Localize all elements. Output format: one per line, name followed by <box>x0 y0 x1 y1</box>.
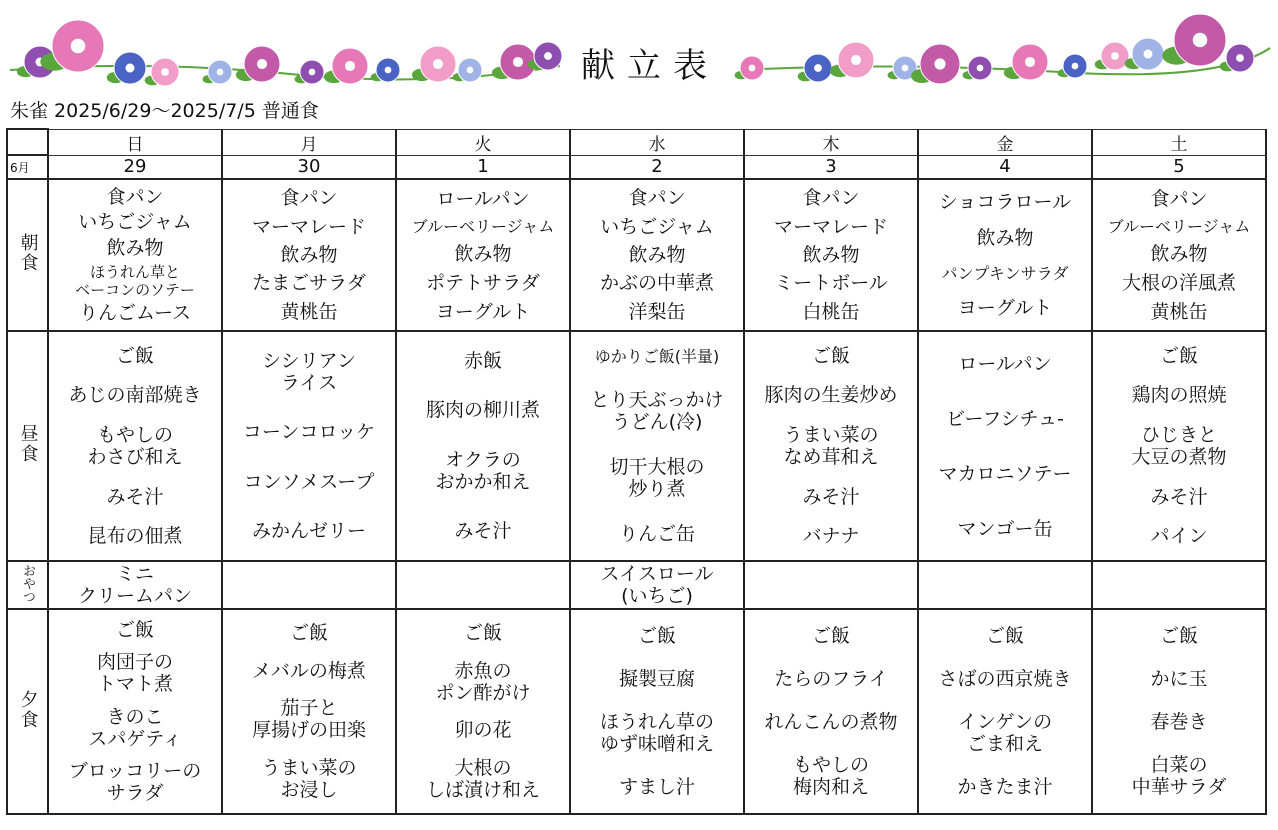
menu-item: 飲み物 <box>106 236 164 259</box>
snack-cell <box>918 561 1092 609</box>
menu-item: ご飯 <box>463 621 502 644</box>
menu-item: すまし汁 <box>618 776 695 799</box>
menu-item: もやしの 梅肉和え <box>792 754 869 799</box>
dinner-cell <box>48 609 222 814</box>
menu-item: 食パン <box>106 185 164 208</box>
lunch-cell <box>570 331 744 561</box>
dinner-cell <box>222 609 396 814</box>
snack-cell <box>396 561 570 609</box>
menu-item: ほうれん草と ベーコンのソテー <box>75 262 195 299</box>
breakfast-row <box>7 179 1266 331</box>
menu-item: ご飯 <box>289 621 328 644</box>
menu-item: ミートボール <box>774 272 888 295</box>
flower-center <box>814 64 822 72</box>
flower-center <box>749 65 756 72</box>
menu-item: みかんゼリー <box>251 520 366 543</box>
menu-item: ご飯 <box>1159 624 1198 647</box>
date-label: 5 <box>1092 155 1266 179</box>
breakfast-cell <box>396 179 570 331</box>
menu-item: 飲み物 <box>802 243 860 266</box>
lunch-cell <box>222 331 396 561</box>
menu-item: りんご缶 <box>618 522 695 545</box>
flower-center <box>161 68 169 76</box>
lunch-cell <box>918 331 1092 561</box>
menu-item: 黄桃缶 <box>1150 300 1208 323</box>
dinner-row <box>7 609 1266 814</box>
snack-row <box>7 561 1266 609</box>
breakfast-cell <box>222 179 396 331</box>
weekday-label: 土 <box>1092 129 1266 155</box>
flower-center <box>433 59 443 69</box>
flower-center <box>71 39 86 54</box>
menu-item: パンプキンサラダ <box>941 263 1069 283</box>
menu-table <box>6 128 1267 815</box>
menu-item: みそ汁 <box>106 485 164 508</box>
menu-item: ヨーグルト <box>957 296 1053 319</box>
menu-item: インゲンの ごま和え <box>957 711 1053 756</box>
flower-center <box>126 64 135 73</box>
lunch-row <box>7 331 1266 561</box>
menu-item: ご飯 <box>115 619 154 642</box>
menu-item: うまい菜の お浸し <box>261 757 357 802</box>
weekday-label: 月 <box>222 129 396 155</box>
flower-center <box>309 69 316 76</box>
menu-item: かきたま汁 <box>957 776 1053 799</box>
menu-item: バナナ <box>802 525 860 548</box>
menu-item: シシリアン ライス <box>262 349 356 394</box>
lunch-cell <box>744 331 918 561</box>
menu-item: 春巻き <box>1150 711 1208 734</box>
flower-center <box>977 65 984 72</box>
menu-item: 飲み物 <box>454 242 512 265</box>
menu-item: ロールパン <box>436 187 530 210</box>
menu-item: ブルーベリージャム <box>1107 216 1251 236</box>
weekday-label: 水 <box>570 129 744 155</box>
menu-item: いちごジャム <box>78 211 192 234</box>
menu-item: ヨーグルト <box>435 300 531 323</box>
flower-center <box>345 61 355 71</box>
flower-center <box>1025 57 1035 67</box>
snack-cell <box>744 561 918 609</box>
breakfast-cell <box>570 179 744 331</box>
lunch-label: 昼食 <box>7 331 48 561</box>
menu-item: ゆかりご飯(半量) <box>594 347 720 367</box>
menu-item: マカロニソテー <box>938 462 1072 485</box>
date-label: 4 <box>918 155 1092 179</box>
menu-item: ひじきと 大豆の煮物 <box>1131 423 1227 468</box>
breakfast-label: 朝食 <box>7 179 48 331</box>
menu-item: さばの西京焼き <box>938 667 1072 690</box>
menu-item: 肉団子の トマト煮 <box>96 651 173 696</box>
snack-cell <box>1092 561 1266 609</box>
menu-item: 昆布の佃煮 <box>87 525 183 548</box>
weekday-label: 火 <box>396 129 570 155</box>
menu-item: 飲み物 <box>280 243 338 266</box>
menu-item: 食パン <box>802 187 860 210</box>
menu-item: たまごサラダ <box>252 272 366 295</box>
lunch-cell <box>396 331 570 561</box>
dinner-cell <box>570 609 744 814</box>
breakfast-cell <box>918 179 1092 331</box>
menu-item: みそ汁 <box>1150 485 1208 508</box>
flower-center <box>1144 50 1153 59</box>
menu-item: 黄桃缶 <box>280 300 338 323</box>
page-title: 献立表 <box>581 46 719 86</box>
menu-item: うまい菜の なめ茸和え <box>783 423 879 468</box>
date-label: 1 <box>396 155 570 179</box>
menu-item: コンソメスープ <box>243 470 375 493</box>
menu-item: ビーフシチュ- <box>946 407 1064 430</box>
menu-item: たらのフライ <box>774 667 888 690</box>
menu-item: 食パン <box>1150 187 1208 210</box>
menu-item: メバルの梅煮 <box>252 659 366 682</box>
menu-item: きのこ スパゲティ <box>88 705 182 750</box>
menu-item: 白桃缶 <box>802 300 860 323</box>
flower-center <box>513 57 523 67</box>
lunch-cell <box>1092 331 1266 561</box>
menu-item: 切干大根の 炒り煮 <box>609 455 705 500</box>
menu-item: 赤魚の ポン酢がけ <box>435 659 531 704</box>
menu-item: かぶの中華煮 <box>599 272 714 295</box>
dinner-cell <box>1092 609 1266 814</box>
menu-item: かに玉 <box>1150 667 1208 690</box>
flower-center <box>385 67 392 74</box>
menu-item: いちごジャム <box>600 215 714 238</box>
date-label: 29 <box>48 155 222 179</box>
menu-item: 赤飯 <box>463 349 502 372</box>
dinner-cell <box>396 609 570 814</box>
flower-center <box>1193 33 1208 48</box>
menu-item: もやしの わさび和え <box>87 423 183 468</box>
menu-item: 擬製豆腐 <box>618 667 695 690</box>
flower-center <box>467 67 474 74</box>
breakfast-cell <box>744 179 918 331</box>
corner-cell <box>7 129 48 155</box>
menu-item: みそ汁 <box>454 520 512 543</box>
menu-item: パイン <box>1150 525 1208 548</box>
weekday-header-row <box>7 129 1266 155</box>
menu-item: ロールパン <box>958 352 1052 375</box>
menu-item: コーンコロッケ <box>242 421 376 444</box>
menu-item: 飲み物 <box>628 243 686 266</box>
date-label: 3 <box>744 155 918 179</box>
dinner-cell <box>918 609 1092 814</box>
snack-cell <box>48 561 222 609</box>
flower-center <box>934 58 945 69</box>
menu-item: 白菜の 中華サラダ <box>1131 754 1227 799</box>
menu-item: 鶏肉の照焼 <box>1131 384 1227 407</box>
menu-item: 豚肉の柳川煮 <box>425 399 540 422</box>
dinner-label: 夕食 <box>7 609 48 814</box>
menu-item: ご飯 <box>811 624 850 647</box>
menu-item: りんごムース <box>78 302 192 325</box>
menu-item: オクラの おかか和え <box>435 448 531 493</box>
date-row <box>7 155 1266 179</box>
menu-item: ショコラロール <box>938 191 1072 214</box>
menu-item: あじの南部焼き <box>68 384 202 407</box>
page-subtitle: 朱雀 2025/6/29〜2025/7/5 普通食 <box>10 100 319 122</box>
menu-item: みそ汁 <box>802 485 860 508</box>
menu-item: ほうれん草の ゆず味噌和え <box>599 711 714 756</box>
flower-center <box>1236 54 1244 62</box>
menu-item: 飲み物 <box>976 227 1034 250</box>
flower-center <box>851 55 861 65</box>
flower-center <box>902 65 909 72</box>
menu-item: 食パン <box>280 187 338 210</box>
flower-center <box>544 52 552 60</box>
menu-item: ブルーベリージャム <box>411 216 555 236</box>
menu-item: ブロッコリーの サラダ <box>68 759 202 804</box>
weekday-label: 日 <box>48 129 222 155</box>
menu-item: 大根の洋風煮 <box>1121 271 1236 294</box>
snack-cell <box>222 561 396 609</box>
menu-item: マーマレード <box>251 215 366 238</box>
weekday-label: 木 <box>744 129 918 155</box>
menu-item: ミニ クリームパン <box>77 563 192 607</box>
flower-center <box>217 69 224 76</box>
menu-item: とり天ぶっかけ うどん(冷) <box>590 389 724 434</box>
flower-center <box>1072 63 1079 70</box>
flower-center <box>1111 52 1119 60</box>
menu-item: ポテトサラダ <box>426 271 540 294</box>
breakfast-cell <box>48 179 222 331</box>
menu-item: 大根の しば漬け和え <box>425 757 540 802</box>
lunch-cell <box>48 331 222 561</box>
menu-item: 豚肉の生姜炒め <box>764 384 898 407</box>
menu-item: ご飯 <box>637 624 676 647</box>
menu-item: ご飯 <box>811 344 850 367</box>
menu-item: れんこんの煮物 <box>764 711 898 734</box>
menu-item: 卯の花 <box>454 719 512 742</box>
menu-item: ご飯 <box>1159 344 1198 367</box>
menu-item: ご飯 <box>985 624 1024 647</box>
menu-item: 飲み物 <box>1150 242 1208 265</box>
menu-item: マーマレード <box>773 215 888 238</box>
date-label: 30 <box>222 155 396 179</box>
dinner-cell <box>744 609 918 814</box>
breakfast-cell <box>1092 179 1266 331</box>
snack-label: おやつ <box>7 561 48 609</box>
menu-item: ご飯 <box>115 344 154 367</box>
menu-item: 食パン <box>628 187 686 210</box>
flower-center <box>257 59 267 69</box>
menu-item: マンゴー缶 <box>957 517 1053 540</box>
date-label: 2 <box>570 155 744 179</box>
month-label: 6月 <box>7 155 48 179</box>
menu-item: 茄子と 厚揚げの田楽 <box>251 697 366 742</box>
snack-cell <box>570 561 744 609</box>
menu-item: スイスロール (いちご) <box>600 563 714 607</box>
menu-item: 洋梨缶 <box>628 300 686 323</box>
weekday-label: 金 <box>918 129 1092 155</box>
